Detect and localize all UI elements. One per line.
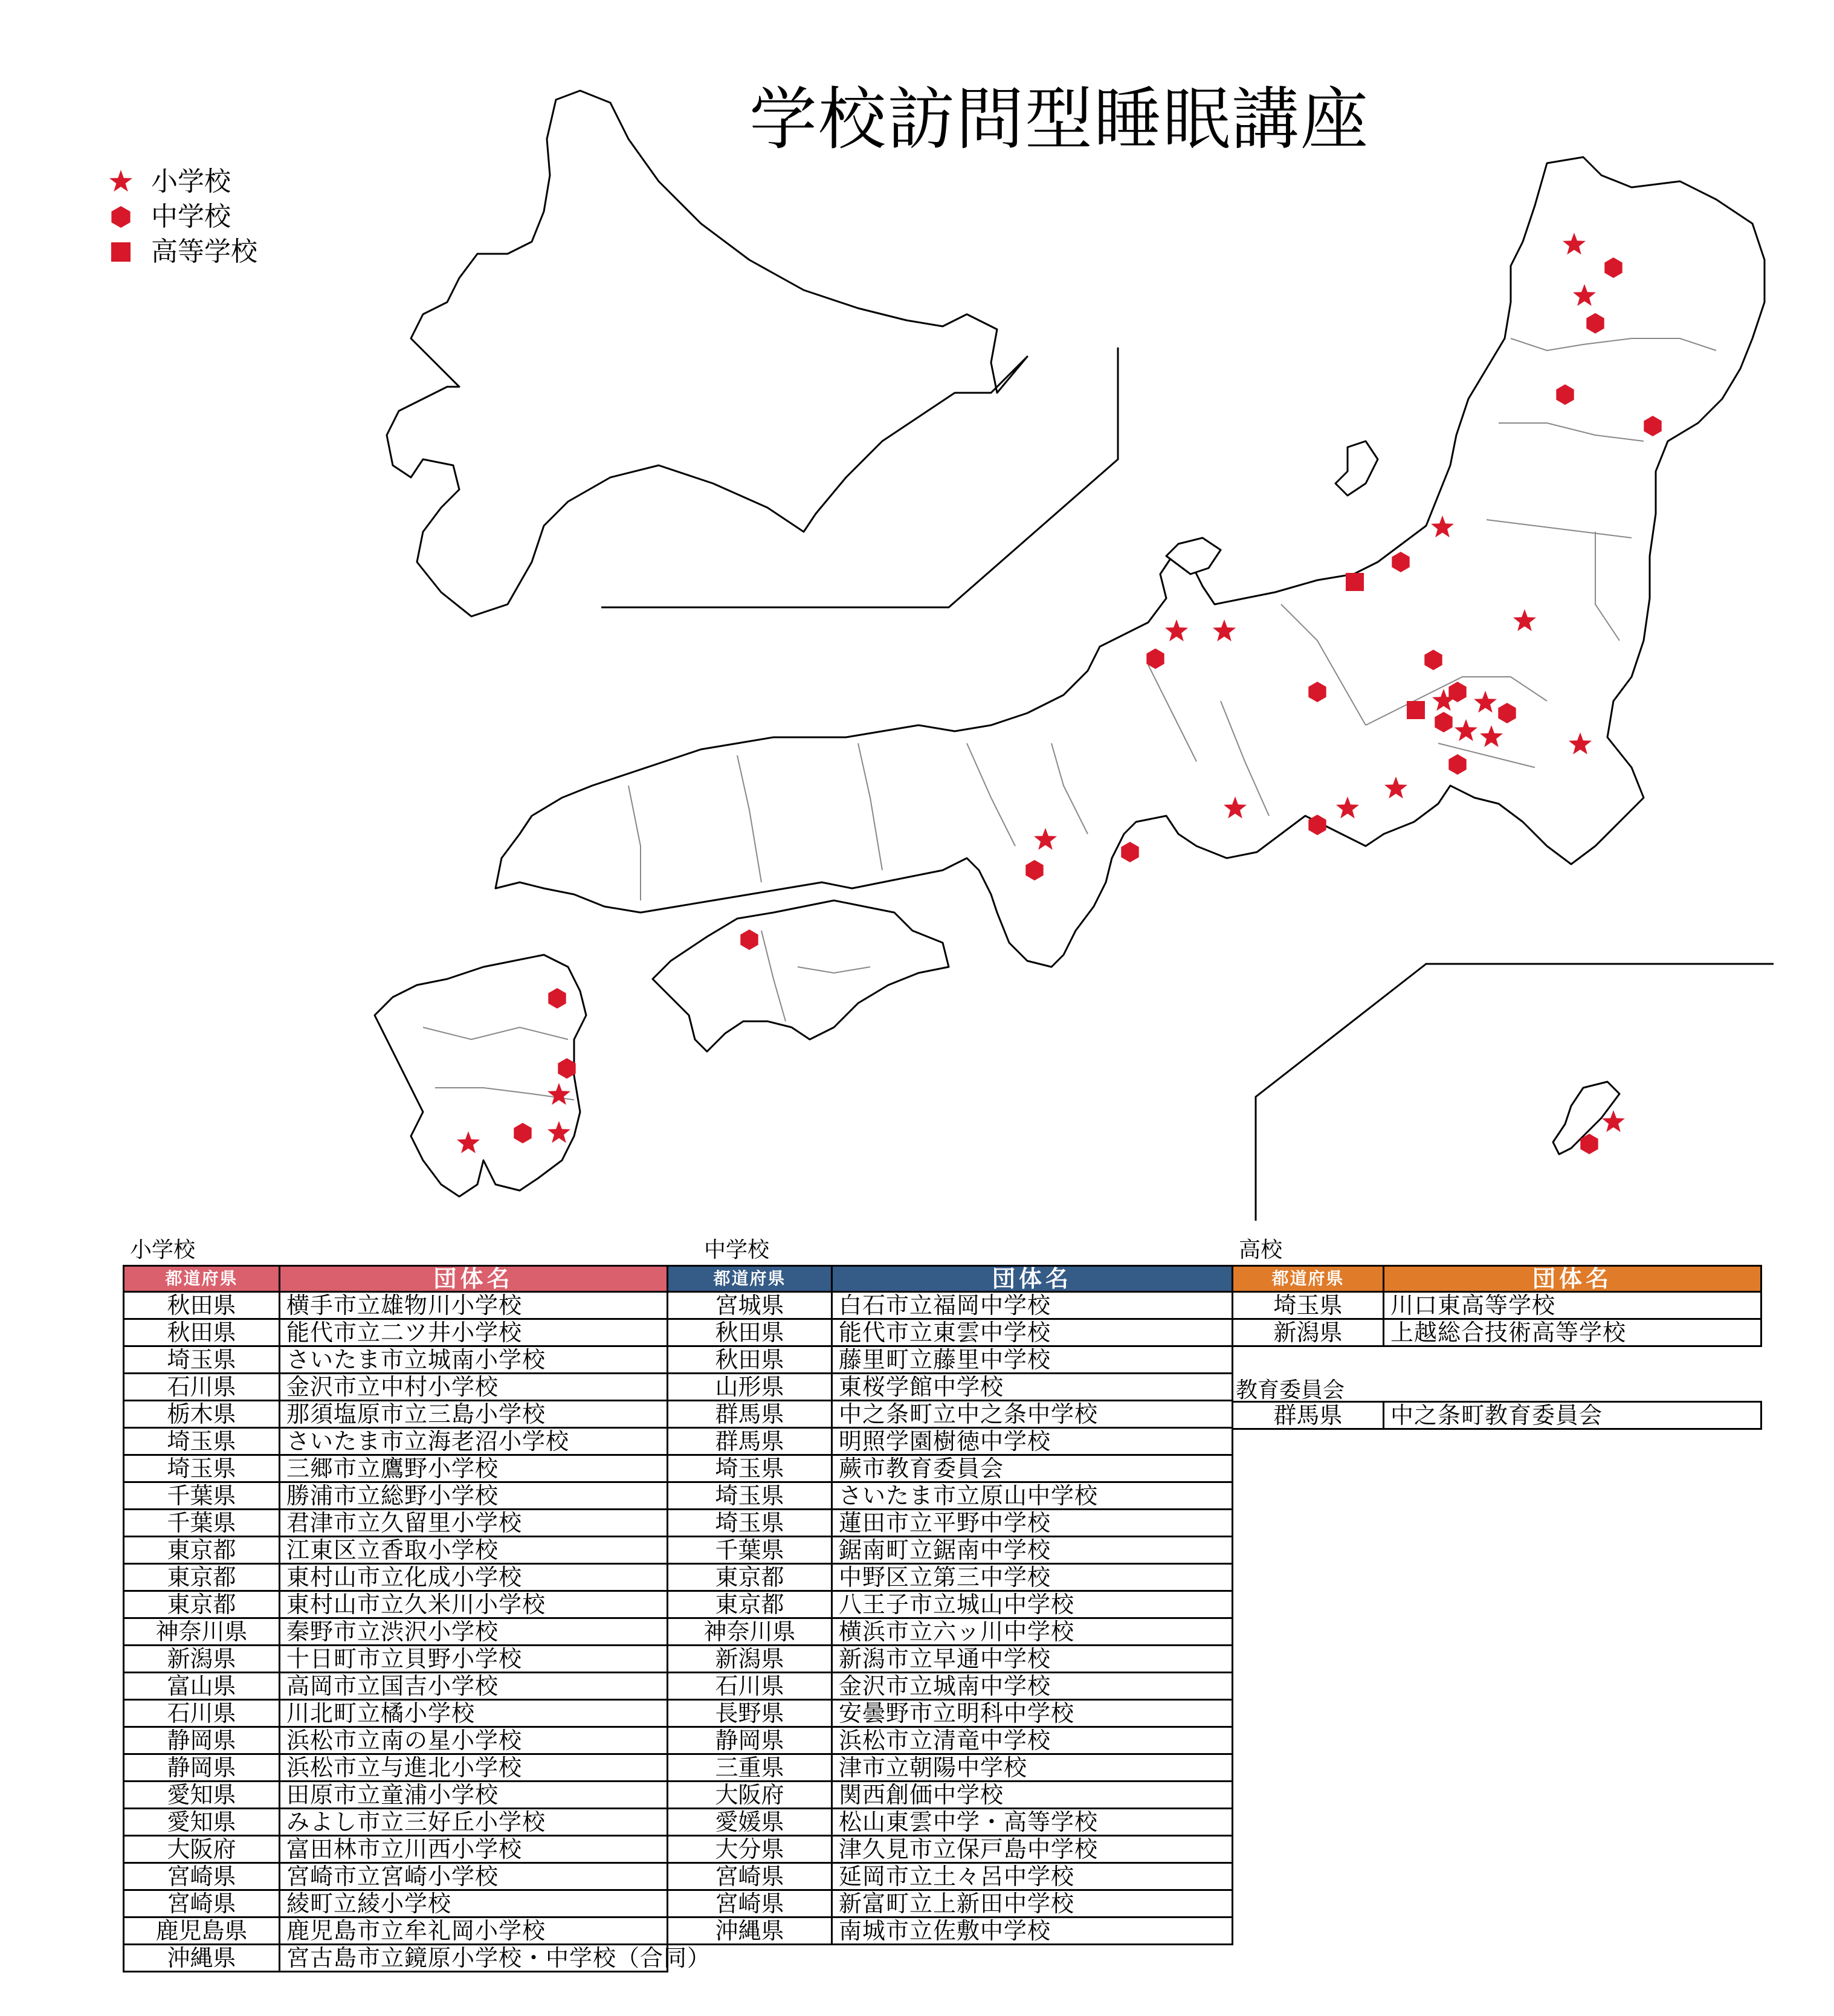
prefecture-cell: 埼玉県 xyxy=(668,1455,832,1482)
organization-cell: 関西創価中学校 xyxy=(832,1782,1233,1809)
organization-cell: 東桜学館中学校 xyxy=(832,1374,1233,1401)
organization-cell: 延岡市立土々呂中学校 xyxy=(832,1863,1233,1890)
prefecture-cell: 三重県 xyxy=(668,1754,832,1782)
prefecture-cell: 静岡県 xyxy=(124,1754,280,1782)
table-row xyxy=(124,1482,668,1510)
prefecture-cell: 神奈川県 xyxy=(668,1618,832,1646)
table-row xyxy=(124,1646,668,1673)
table-row xyxy=(668,1754,1233,1782)
organization-cell: 八王子市立城山中学校 xyxy=(832,1591,1233,1618)
prefecture-cell: 沖縄県 xyxy=(668,1917,832,1945)
column-header-prefecture: 都道府県 xyxy=(1233,1266,1384,1292)
table-row xyxy=(124,1537,668,1564)
high-school-marker xyxy=(1407,701,1425,719)
table-row xyxy=(124,1727,668,1754)
organization-cell: 能代市立東雲中学校 xyxy=(832,1319,1233,1346)
prefecture-cell: 愛知県 xyxy=(124,1809,280,1836)
high-school-marker xyxy=(1346,573,1364,591)
organization-cell: 川北町立橘小学校 xyxy=(280,1700,668,1727)
organization-cell: さいたま市立原山中学校 xyxy=(832,1482,1233,1510)
organization-cell: 藤里町立藤里中学校 xyxy=(832,1346,1233,1374)
prefecture-cell: 群馬県 xyxy=(1233,1402,1384,1429)
organization-cell: 金沢市立中村小学校 xyxy=(280,1374,668,1401)
table-row xyxy=(124,1863,668,1890)
table-row xyxy=(668,1292,1233,1319)
organization-cell: 松山東雲中学・高等学校 xyxy=(832,1809,1233,1836)
table-row xyxy=(668,1618,1233,1646)
organization-cell: 宮崎市立宮崎小学校 xyxy=(280,1863,668,1890)
prefecture-cell: 沖縄県 xyxy=(124,1945,280,1972)
organization-cell: 江東区立香取小学校 xyxy=(280,1537,668,1564)
organization-cell: 中野区立第三中学校 xyxy=(832,1564,1233,1591)
organization-cell: 東村山市立化成小学校 xyxy=(280,1564,668,1591)
junior-high-school-marker xyxy=(1121,842,1138,862)
table-row xyxy=(124,1564,668,1591)
legend-label-high: 高等学校 xyxy=(151,236,257,267)
organization-cell: みよし市立三好丘小学校 xyxy=(280,1809,668,1836)
organization-cell: 能代市立二ツ井小学校 xyxy=(280,1319,668,1346)
organization-cell: 津久見市立保戸島中学校 xyxy=(832,1836,1233,1863)
table-row xyxy=(124,1510,668,1537)
table-row xyxy=(668,1346,1233,1374)
prefecture-cell: 静岡県 xyxy=(668,1727,832,1754)
table-row xyxy=(668,1917,1233,1945)
table-row xyxy=(124,1374,668,1401)
prefecture-cell: 大阪府 xyxy=(124,1836,280,1863)
organization-cell: 東村山市立久米川小学校 xyxy=(280,1591,668,1618)
prefecture-cell: 大阪府 xyxy=(668,1782,832,1809)
prefecture-cell: 秋田県 xyxy=(124,1319,280,1346)
table-row xyxy=(668,1319,1233,1346)
organization-cell: 横手市立雄物川小学校 xyxy=(280,1292,668,1319)
board-section-label: 教育委員会 xyxy=(1236,1378,1345,1403)
prefecture-cell: 埼玉県 xyxy=(124,1346,280,1374)
education-board-table xyxy=(1232,1401,1762,1430)
table-row xyxy=(668,1809,1233,1836)
organization-cell: 田原市立童浦小学校 xyxy=(280,1782,668,1809)
table-row xyxy=(124,1428,668,1455)
organization-cell: 中之条町立中之条中学校 xyxy=(832,1401,1233,1428)
organization-cell: 鹿児島市立牟礼岡小学校 xyxy=(280,1917,668,1945)
hokkaido-outline xyxy=(387,91,1027,616)
prefecture-cell: 群馬県 xyxy=(668,1428,832,1455)
table-row xyxy=(1233,1402,1761,1429)
prefecture-cell: 千葉県 xyxy=(668,1537,832,1564)
organization-cell: さいたま市立城南小学校 xyxy=(280,1346,668,1374)
okinawa-inset-frame xyxy=(1256,964,1774,1221)
high-section-label: 高校 xyxy=(1239,1238,1283,1262)
prefecture-cell: 東京都 xyxy=(668,1564,832,1591)
prefecture-cell: 東京都 xyxy=(668,1591,832,1618)
prefecture-cell: 東京都 xyxy=(124,1591,280,1618)
prefecture-cell: 静岡県 xyxy=(124,1727,280,1754)
column-header-prefecture: 都道府県 xyxy=(124,1266,280,1292)
table-row xyxy=(124,1319,668,1346)
table-header-row xyxy=(668,1266,1233,1292)
prefecture-cell: 千葉県 xyxy=(124,1482,280,1510)
organization-cell: 金沢市立城南中学校 xyxy=(832,1673,1233,1700)
organization-cell: 蓮田市立平野中学校 xyxy=(832,1510,1233,1537)
table-row xyxy=(124,1890,668,1917)
organization-cell: 浜松市立清竜中学校 xyxy=(832,1727,1233,1754)
junior-high-school-table xyxy=(667,1265,1233,1945)
table-row xyxy=(668,1591,1233,1618)
junior-section-label: 中学校 xyxy=(704,1238,770,1262)
prefecture-cell: 宮崎県 xyxy=(668,1890,832,1917)
organization-cell: 那須塩原市立三島小学校 xyxy=(280,1401,668,1428)
sado-outline xyxy=(1335,441,1378,496)
table-row xyxy=(668,1700,1233,1727)
column-header-organization: 団体名 xyxy=(1384,1266,1761,1292)
prefecture-cell: 宮崎県 xyxy=(124,1863,280,1890)
organization-cell: 南城市立佐敷中学校 xyxy=(832,1917,1233,1945)
organization-cell: 上越総合技術高等学校 xyxy=(1384,1319,1761,1346)
table-row xyxy=(668,1537,1233,1564)
prefecture-cell: 愛媛県 xyxy=(668,1809,832,1836)
prefecture-cell: 長野県 xyxy=(668,1700,832,1727)
prefecture-cell: 埼玉県 xyxy=(124,1455,280,1482)
prefecture-cell: 石川県 xyxy=(668,1673,832,1700)
prefecture-cell: 石川県 xyxy=(124,1700,280,1727)
organization-cell: 鋸南町立鋸南中学校 xyxy=(832,1537,1233,1564)
table-row xyxy=(124,1346,668,1374)
prefecture-cell: 埼玉県 xyxy=(1233,1292,1384,1319)
organization-cell: 新富町立上新田中学校 xyxy=(832,1890,1233,1917)
prefecture-cell: 宮崎県 xyxy=(668,1863,832,1890)
prefecture-cell: 群馬県 xyxy=(668,1401,832,1428)
table-row xyxy=(124,1618,668,1646)
prefecture-cell: 東京都 xyxy=(124,1537,280,1564)
table-row xyxy=(668,1455,1233,1482)
column-header-organization: 団体名 xyxy=(280,1266,668,1292)
organization-cell: 浜松市立南の星小学校 xyxy=(280,1727,668,1754)
table-row xyxy=(668,1510,1233,1537)
table-row xyxy=(668,1564,1233,1591)
legend-label-junior: 中学校 xyxy=(151,201,231,232)
table-row xyxy=(124,1836,668,1863)
prefecture-cell: 東京都 xyxy=(124,1564,280,1591)
prefecture-cell: 鹿児島県 xyxy=(124,1917,280,1945)
prefecture-cell: 宮崎県 xyxy=(124,1890,280,1917)
table-row xyxy=(124,1292,668,1319)
table-header-row xyxy=(124,1266,668,1292)
prefecture-cell: 富山県 xyxy=(124,1673,280,1700)
organization-cell: 三郷市立鷹野小学校 xyxy=(280,1455,668,1482)
organization-cell: 中之条町教育委員会 xyxy=(1384,1402,1761,1429)
table-row xyxy=(668,1482,1233,1510)
table-row xyxy=(124,1591,668,1618)
organization-cell: 秦野市立渋沢小学校 xyxy=(280,1618,668,1646)
prefecture-cell: 大分県 xyxy=(668,1836,832,1863)
table-row xyxy=(668,1890,1233,1917)
prefecture-cell: 埼玉県 xyxy=(124,1428,280,1455)
table-row xyxy=(668,1646,1233,1673)
table-row xyxy=(124,1673,668,1700)
organization-cell: さいたま市立海老沼小学校 xyxy=(280,1428,668,1455)
table-row xyxy=(124,1401,668,1428)
column-header-prefecture: 都道府県 xyxy=(668,1266,832,1292)
prefecture-cell: 山形県 xyxy=(668,1374,832,1401)
prefecture-cell: 秋田県 xyxy=(124,1292,280,1319)
table-row xyxy=(668,1836,1233,1863)
organization-cell: 君津市立久留里小学校 xyxy=(280,1510,668,1537)
prefecture-cell: 千葉県 xyxy=(124,1510,280,1537)
organization-cell: 十日町市立貝野小学校 xyxy=(280,1646,668,1673)
table-row xyxy=(124,1700,668,1727)
table-row xyxy=(1233,1319,1761,1346)
prefecture-cell: 埼玉県 xyxy=(668,1482,832,1510)
organization-cell: 川口東高等学校 xyxy=(1384,1292,1761,1319)
prefecture-cell: 秋田県 xyxy=(668,1319,832,1346)
prefecture-cell: 新潟県 xyxy=(1233,1319,1384,1346)
organization-cell: 横浜市立六ッ川中学校 xyxy=(832,1618,1233,1646)
organization-cell: 勝浦市立総野小学校 xyxy=(280,1482,668,1510)
table-row xyxy=(668,1401,1233,1428)
column-header-organization: 団体名 xyxy=(832,1266,1233,1292)
prefecture-cell: 神奈川県 xyxy=(124,1618,280,1646)
prefecture-cell: 秋田県 xyxy=(668,1346,832,1374)
organization-cell: 新潟市立早通中学校 xyxy=(832,1646,1233,1673)
organization-cell: 白石市立福岡中学校 xyxy=(832,1292,1233,1319)
table-row xyxy=(124,1455,668,1482)
high-school-table xyxy=(1232,1265,1762,1347)
organization-cell: 明照学園樹徳中学校 xyxy=(832,1428,1233,1455)
prefecture-cell: 新潟県 xyxy=(124,1646,280,1673)
elementary-section-label: 小学校 xyxy=(130,1238,196,1262)
table-row xyxy=(668,1782,1233,1809)
table-row xyxy=(1233,1292,1761,1319)
prefecture-cell: 新潟県 xyxy=(668,1646,832,1673)
table-row xyxy=(124,1809,668,1836)
table-row xyxy=(668,1863,1233,1890)
organization-cell: 津市立朝陽中学校 xyxy=(832,1754,1233,1782)
legend-label-elementary: 小学校 xyxy=(151,166,231,197)
organization-cell: 綾町立綾小学校 xyxy=(280,1890,668,1917)
table-row xyxy=(124,1754,668,1782)
page-title: 学校訪問型睡眠講座 xyxy=(749,80,1369,159)
organization-cell: 安曇野市立明科中学校 xyxy=(832,1700,1233,1727)
table-row xyxy=(124,1782,668,1809)
table-row xyxy=(124,1917,668,1945)
organization-cell: 宮古島市立鏡原小学校・中学校（合同） xyxy=(280,1945,668,1972)
table-row xyxy=(124,1945,668,1972)
table-row xyxy=(668,1673,1233,1700)
organization-cell: 蕨市教育委員会 xyxy=(832,1455,1233,1482)
table-header-row xyxy=(1233,1266,1761,1292)
prefecture-cell: 埼玉県 xyxy=(668,1510,832,1537)
elementary-school-table xyxy=(123,1265,711,1972)
prefecture-cell: 石川県 xyxy=(124,1374,280,1401)
table-row xyxy=(668,1428,1233,1455)
table-row xyxy=(668,1374,1233,1401)
prefecture-cell: 愛知県 xyxy=(124,1782,280,1809)
organization-cell: 浜松市立与進北小学校 xyxy=(280,1754,668,1782)
organization-cell: 富田林市立川西小学校 xyxy=(280,1836,668,1863)
table-row xyxy=(668,1727,1233,1754)
prefecture-cell: 栃木県 xyxy=(124,1401,280,1428)
organization-cell: 高岡市立国吉小学校 xyxy=(280,1673,668,1700)
prefecture-cell: 宮城県 xyxy=(668,1292,832,1319)
shikoku-outline xyxy=(653,900,949,1052)
